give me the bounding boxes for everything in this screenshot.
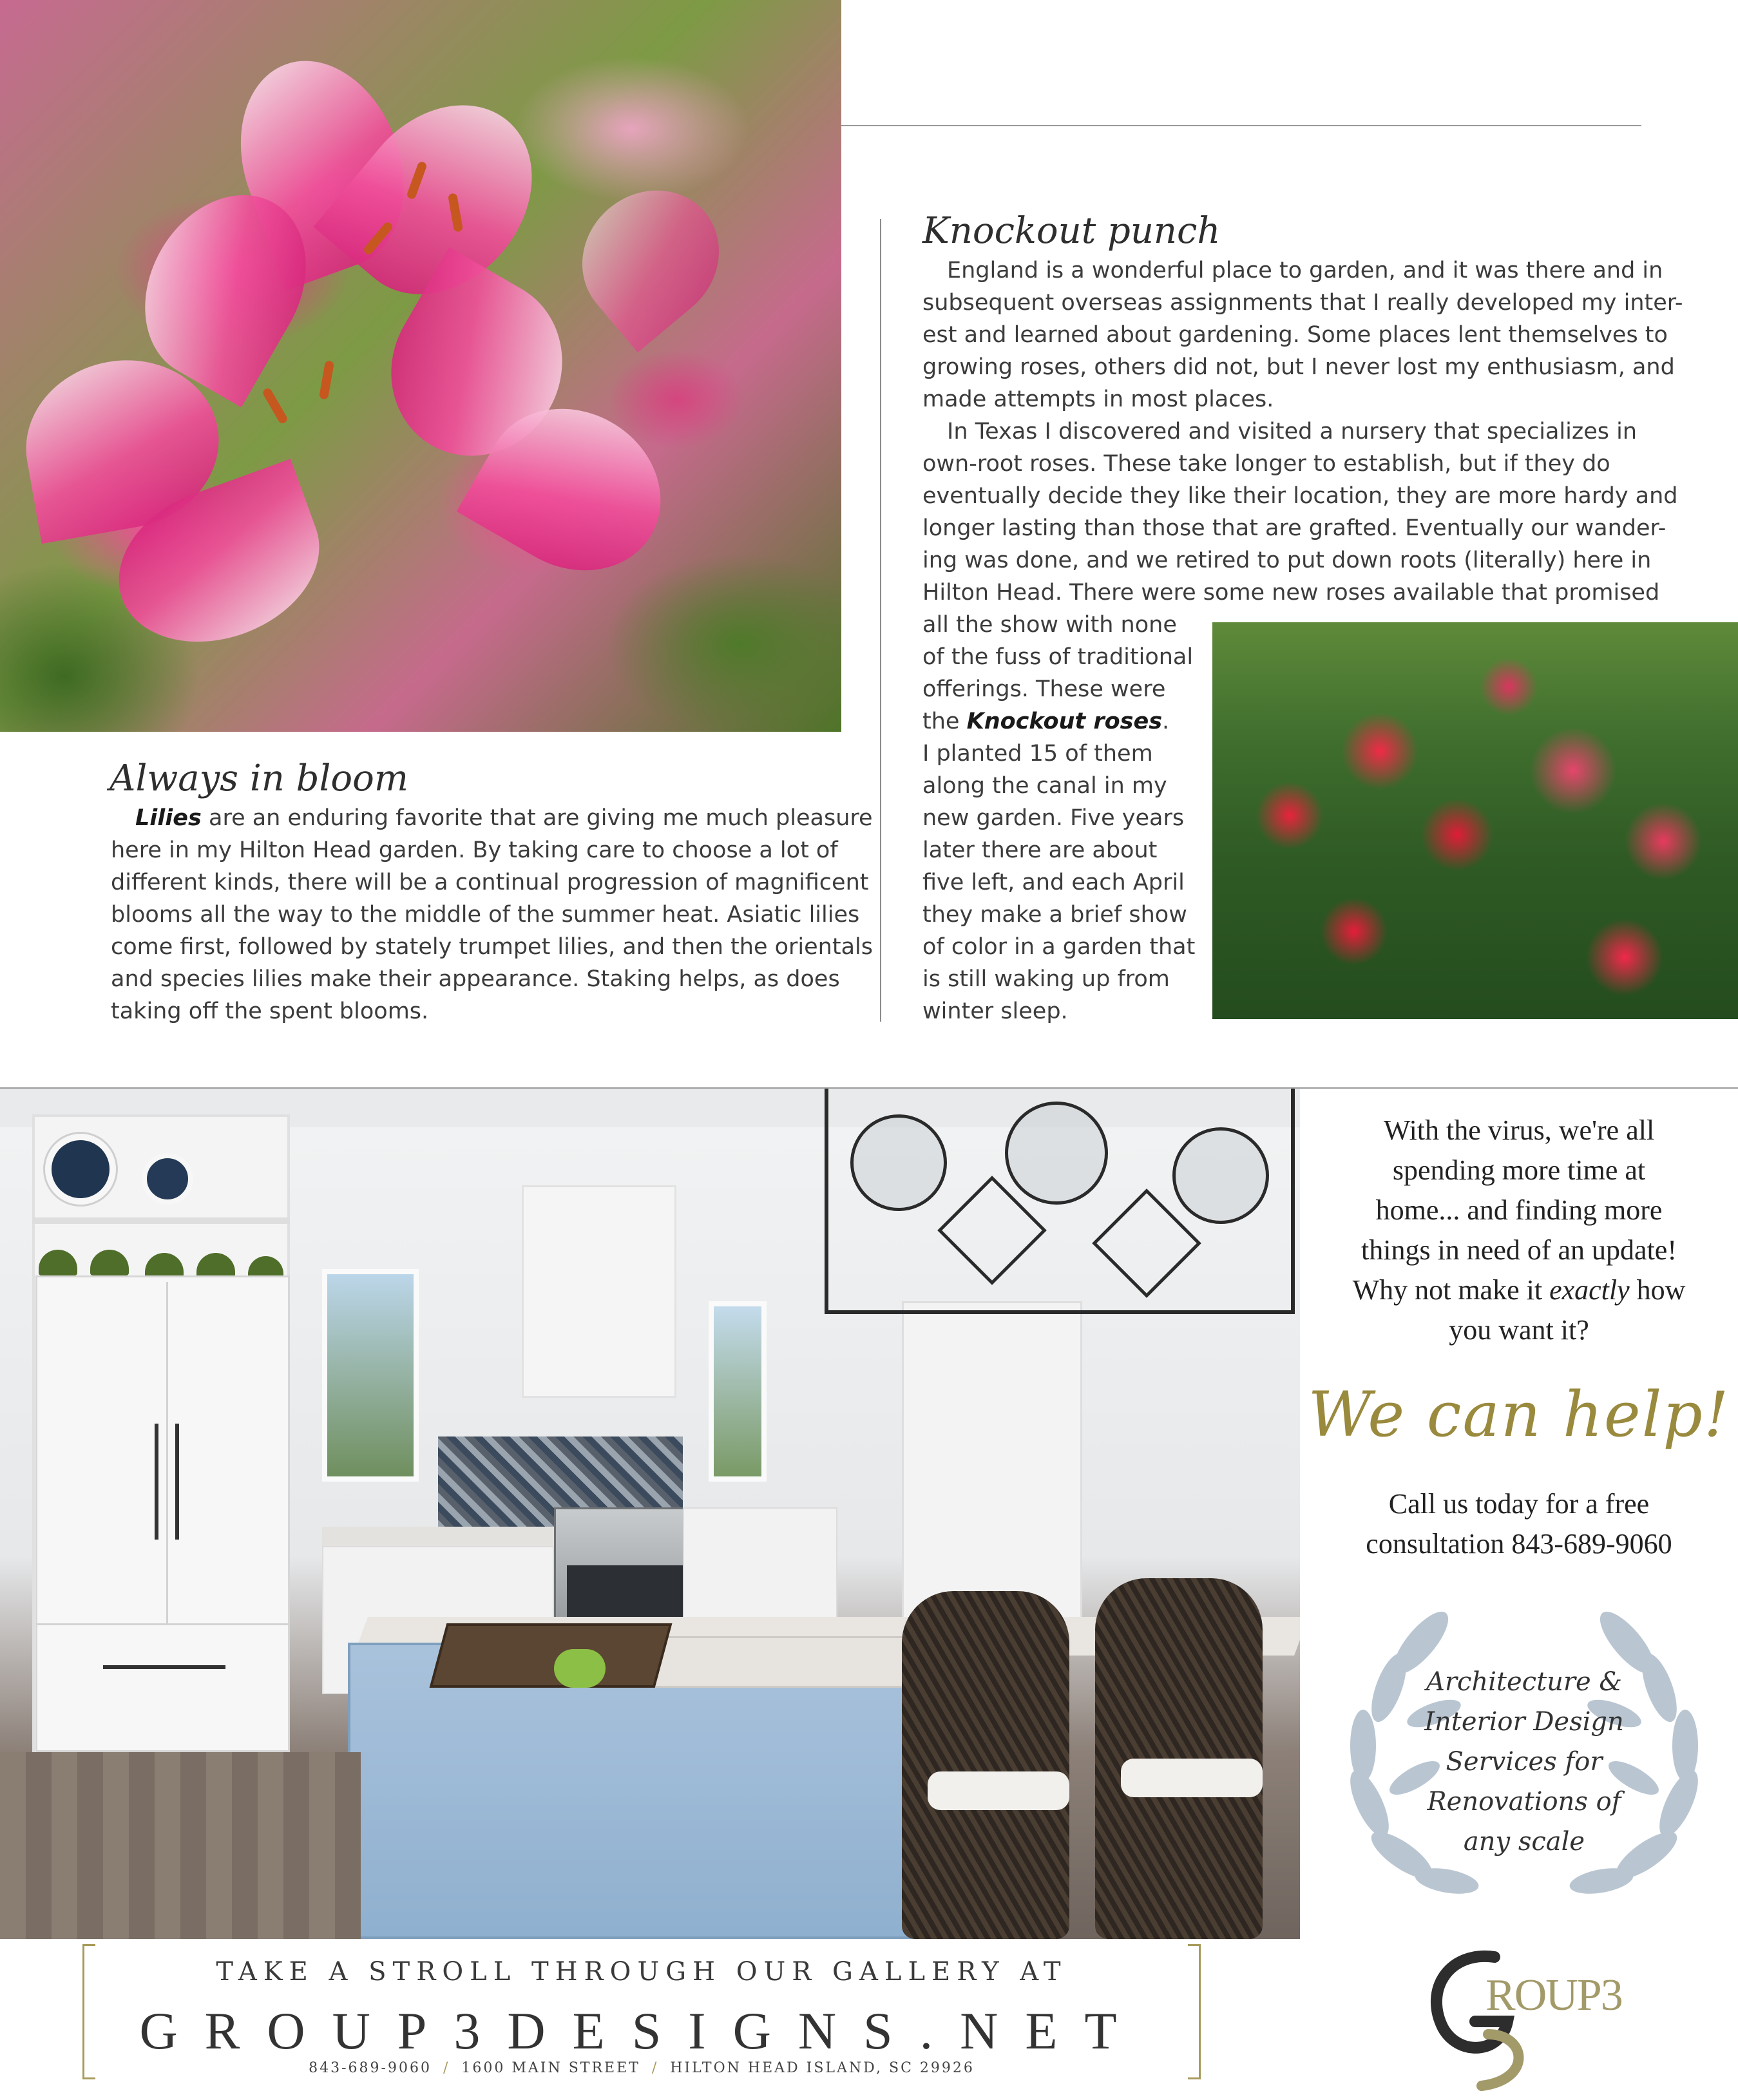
- exactly-emphasis: exactly: [1549, 1274, 1630, 1306]
- column-divider: [880, 219, 881, 1022]
- website-link[interactable]: GROUP3DESIGNS.NET: [139, 2001, 1144, 2060]
- call-line: Call us today for a free: [1388, 1488, 1650, 1520]
- text-line: along the canal in my: [922, 773, 1167, 799]
- knockout-roses-photo: [1212, 622, 1738, 1019]
- separator: /: [443, 2060, 450, 2076]
- text-line: eventually decide they like their location, they are more hardy and: [922, 483, 1678, 509]
- text-line: winter sleep.: [922, 998, 1068, 1024]
- text-line: is still waking up from: [922, 966, 1170, 992]
- lilies-paragraph: [111, 802, 873, 1027]
- text-line: Lilies are an enduring favorite that are giving me much pleasure: [135, 805, 873, 831]
- ad-intro-line: home... and finding more: [1375, 1194, 1663, 1226]
- text-line: subsequent overseas assignments that I really developed my inter-: [922, 290, 1683, 316]
- footer-banner: [82, 1944, 1201, 2079]
- text-line: England is a wonderful place to garden, and it was there and in: [947, 258, 1663, 283]
- ad-intro-line: you want it?: [1449, 1314, 1589, 1346]
- call-line: consultation 843-689-9060: [1366, 1528, 1672, 1560]
- text-line: different kinds, there will be a continual progression of magnificent: [111, 870, 869, 895]
- text-line: the Knockout roses.: [922, 709, 1170, 734]
- text-line: made attempts in most places.: [922, 387, 1274, 412]
- text-line: come first, followed by stately trumpet lilies, and then the orientals: [111, 934, 873, 960]
- text-line: of color in a garden that: [922, 934, 1196, 960]
- lilies-photo: [0, 0, 841, 732]
- knockout-roses-emphasis: Knockout roses: [966, 709, 1163, 734]
- ad-intro-line: Why not make it exactly how: [1352, 1274, 1686, 1306]
- text-line: I planted 15 of them: [922, 741, 1153, 767]
- we-can-help-script: We can help!: [1308, 1379, 1730, 1451]
- call-to-action: [1300, 1484, 1738, 1564]
- ad-intro-line: spending more time at: [1392, 1154, 1646, 1186]
- services-line: Architecture &: [1426, 1667, 1623, 1697]
- services-line: Services for: [1446, 1747, 1603, 1777]
- gallery-tagline: TAKE A STROLL THROUGH OUR GALLERY AT: [216, 1957, 1067, 1987]
- ad-intro: [1300, 1111, 1738, 1350]
- text-line: of the fuss of traditional: [922, 644, 1194, 670]
- text-line: own-root roses. These take longer to establish, but if they do: [922, 451, 1610, 477]
- services-line: Renovations of: [1427, 1787, 1621, 1817]
- services-line: Interior Design: [1424, 1707, 1624, 1737]
- text-line: growing roses, others did not, but I never lost my enthusiasm, and: [922, 354, 1675, 380]
- logo-wordmark: ROUP3: [1485, 1971, 1622, 2020]
- services-text: [1402, 1662, 1647, 1862]
- ad-intro-line: With the virus, we're all: [1383, 1114, 1655, 1146]
- text-line: longer lasting than those that are grafted. Eventually our wander-: [922, 515, 1666, 541]
- text-line: offerings. These were: [922, 676, 1166, 702]
- separator: /: [651, 2060, 659, 2076]
- text-line: est and learned about gardening. Some places lent themselves to: [922, 322, 1668, 348]
- always-in-bloom-heading: Always in bloom: [110, 758, 408, 799]
- text-line: ing was done, and we retired to put down roots (literally) here in: [922, 548, 1652, 573]
- kitchen-photo: [0, 1089, 1300, 1939]
- top-rule: [841, 125, 1641, 126]
- lilies-emphasis: Lilies: [135, 805, 202, 831]
- street-address: 1600 MAIN STREET: [461, 2060, 640, 2076]
- phone-number: 843-689-9060: [309, 2060, 432, 2076]
- text-line: new garden. Five years: [922, 805, 1185, 831]
- ad-intro-line: things in need of an update!: [1361, 1234, 1677, 1266]
- text-line: five left, and each April: [922, 870, 1185, 895]
- city-address: HILTON HEAD ISLAND, SC 29926: [670, 2060, 975, 2076]
- text-line: In Texas I discovered and visited a nursery that specializes in: [947, 419, 1638, 444]
- knockout-punch-heading: Knockout punch: [922, 210, 1221, 252]
- text-line: Hilton Head. There were some new roses available that promised: [922, 580, 1660, 606]
- text-line: and species lilies make their appearance. Staking helps, as does: [111, 966, 840, 992]
- text-line: they make a brief show: [922, 902, 1187, 928]
- text-line: here in my Hilton Head garden. By taking care to choose a lot of: [111, 837, 838, 863]
- text-line: taking off the spent blooms.: [111, 998, 429, 1024]
- text-line: later there are about: [922, 837, 1158, 863]
- text-line: all the show with none: [922, 612, 1177, 638]
- contact-line: [82, 2060, 1201, 2076]
- text-line: blooms all the way to the middle of the summer heat. Asiatic lilies: [111, 902, 860, 928]
- services-line: any scale: [1463, 1827, 1585, 1857]
